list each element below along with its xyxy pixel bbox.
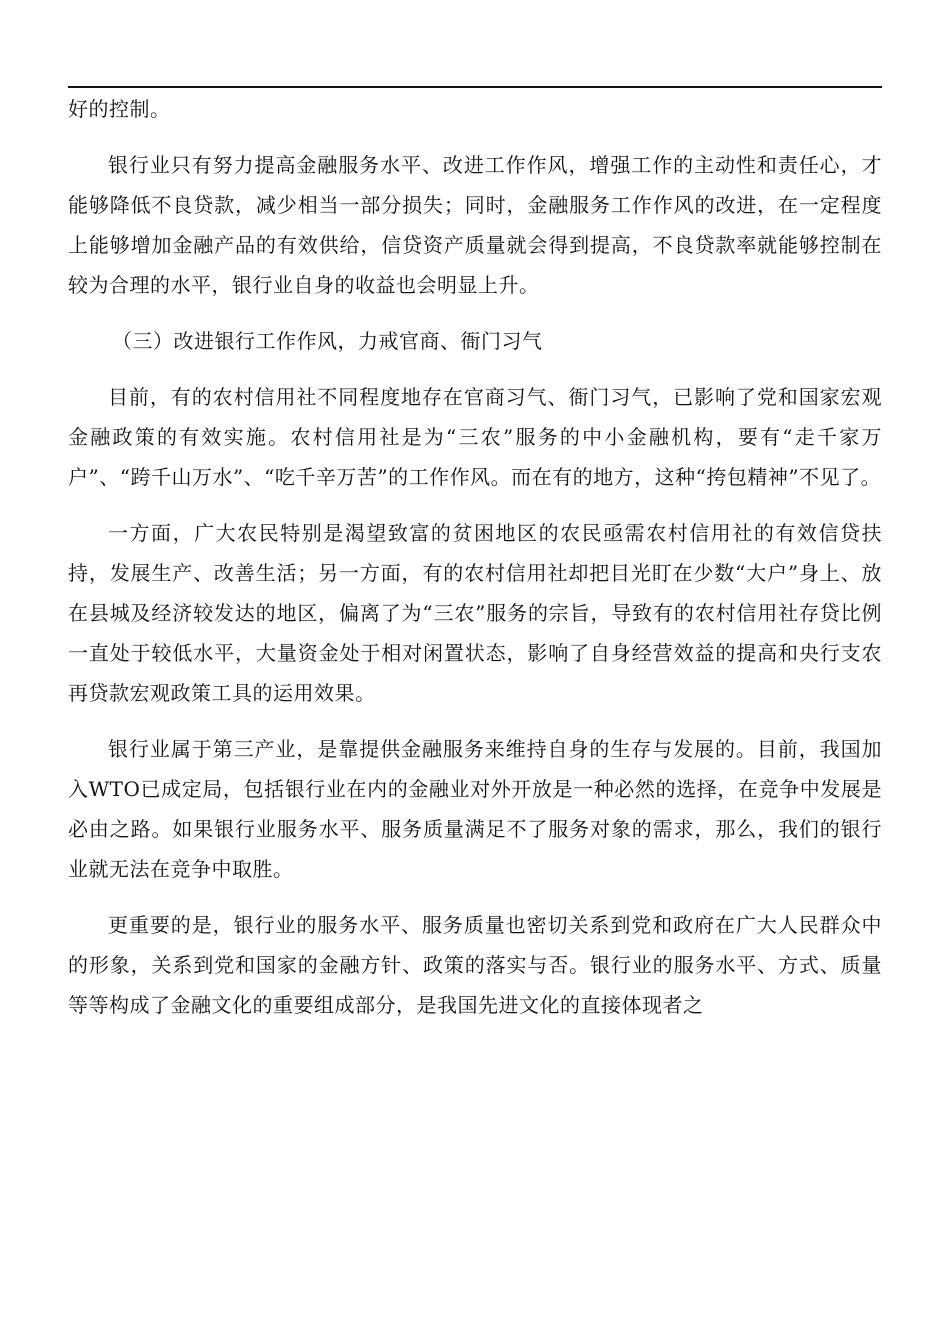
paragraph: 银行业属于第三产业，是靠提供金融服务来维持自身的生存与发展的。目前，我国加入WTO已成定局，包括银行业在内的金融业对外开放是一种必然的选择，在竞争中发展是必由之路。如果银行业服务水平、服务质量满足不了服务对象的需求，那么，我们的银行业就无法在竞争中取胜。 [68, 737, 882, 881]
paragraph-continuation: 好的控制。 [68, 97, 171, 121]
document-body [68, 89, 882, 1041]
paragraph: 一方面，广大农民特别是渴望致富的贫困地区的农民亟需农村信用社的有效信贷扶持，发展生产、改善生活；另一方面，有的农村信用社却把目光盯在少数“大户”身上、放在县城及经济较发达的地区，偏离了为“三农”服务的宗旨，导致有的农村信用社存贷比例一直处于较低水平，大量资金处于相对闲置状态，影响了自身经营效益的提高和央行支农再贷款宏观政策工具的运用效果。 [68, 521, 882, 705]
paragraph: 银行业只有努力提高金融服务水平、改进工作作风，增强工作的主动性和责任心，才能够降低不良贷款，减少相当一部分损失；同时，金融服务工作作风的改进，在一定程度上能够增加金融产品的有效供给，信贷资产质量就会得到提高，不良贷款率就能够控制在较为合理的水平，银行业自身的收益也会明显上升。 [68, 153, 882, 297]
header-rule [68, 86, 882, 88]
paragraph: 目前，有的农村信用社不同程度地存在官商习气、衙门习气，已影响了党和国家宏观金融政策的有效实施。农村信用社是为“三农”服务的中小金融机构，要有“走千家万户”、“跨千山万水”、“吃千辛万苦”的工作作风。而在有的地方，这种“挎包精神”不见了。 [68, 385, 882, 489]
section-heading: （三）改进银行工作作风，力戒官商、衙门习气 [112, 329, 543, 353]
paragraph: 更重要的是，银行业的服务水平、服务质量也密切关系到党和政府在广大人民群众中的形象，关系到党和国家的金融方针、政策的落实与否。银行业的服务水平、方式、质量等等构成了金融文化的重要组成部分，是我国先进文化的直接体现者之 [68, 913, 882, 1017]
